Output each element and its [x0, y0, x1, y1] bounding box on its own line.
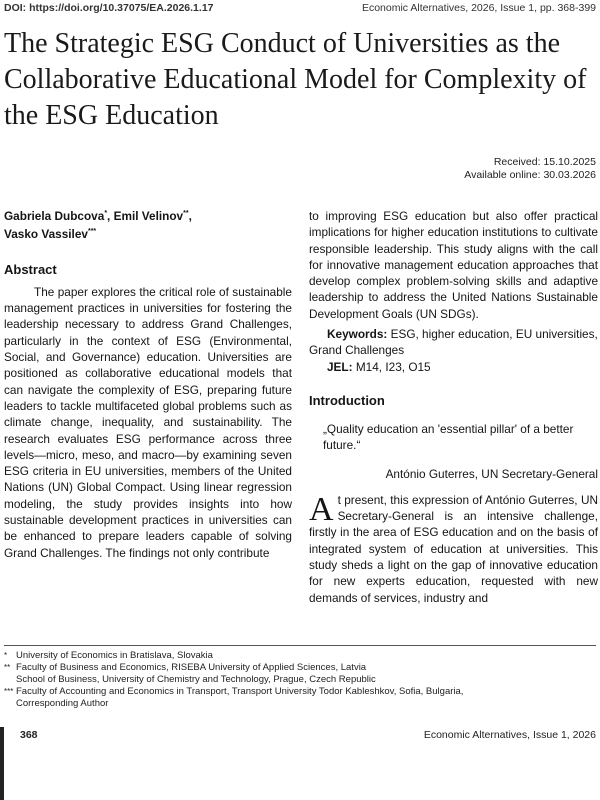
drop-cap: A — [309, 490, 334, 528]
running-footer — [20, 729, 596, 741]
footnote-divider — [4, 645, 596, 646]
left-column — [4, 206, 292, 561]
epigraph-author: António Guterres, UN Secretary-General — [385, 466, 598, 481]
jel-text: M14, I23, O15 — [352, 359, 431, 374]
keywords-text: ESG, higher education, EU universities, Grand Challenges — [309, 327, 598, 358]
author-name: Vasko Vassilev — [4, 226, 88, 241]
author-mark: ** — [183, 210, 189, 217]
paper-title: The Strategic ESG Conduct of Universities as the Collaborative Educational Model for Complexity of the ESG Education — [4, 28, 587, 131]
page-edge-bar — [0, 727, 4, 800]
publication-dates — [464, 156, 596, 182]
footnote-mark: * — [4, 651, 8, 660]
page-number: 368 — [20, 729, 38, 741]
introduction-heading: Introduction — [309, 392, 385, 408]
author-name: Gabriela Dubcova — [4, 208, 105, 223]
epigraph-quote: „Quality education an 'essential pillar' of a better future.“ — [323, 421, 574, 453]
abstract-text-continued: to improving ESG education but also offer practical implications for higher education institutions to cultivate responsible leadership. This study aligns with the call for innovative management education approaches that develop complex problem-solving skills and adaptive leadership to address the United Nations Sustainable Development Goals (UN SDGs). — [309, 209, 598, 321]
footnote-continuation: School of Business, University of Chemistry and Technology, Prague, Czech Republic — [16, 674, 376, 685]
footnotes — [4, 650, 596, 710]
footnote-text: Faculty of Accounting and Economics in Transport, Transport University Todor Kableshkov, Sofia, Bulgaria, — [16, 686, 464, 697]
introduction-body: t present, this expression of António Guterres, UN Secretary-General is an intensive challenge, firstly in the area of ESG education and on the basis of integrated system of education at universities. This study sheds a light on the gap of innovative education for new experts education, requested with new demands of services, industry and — [309, 492, 598, 605]
introduction-text — [309, 492, 598, 606]
footnote-text: University of Economics in Bratislava, Slovakia — [16, 650, 213, 661]
received-date: Received: 15.10.2025 — [493, 156, 596, 168]
footnote-mark: *** — [4, 687, 14, 696]
doi-link[interactable]: DOI: https://doi.org/10.37075/EA.2026.1.17 — [4, 2, 214, 14]
jel-label: JEL: — [327, 359, 353, 374]
abstract-text: The paper explores the critical role of sustainable management practices in universities for fostering the leadership necessary to address Grand Challenges, particularly in the context of ESG (Environmental, Social, and Governance) education. Universities are positioned as collaborative educational models that can navigate the complexity of ESG, preparing future leaders to tackle multifaceted global problems such as climate change, inequality, and sustainability. The research evaluates ESG performance across three levels—micro, meso, and macro—by examining seven ESG criteria in EU universities, members of the United Nations (UN) Global Compact. Using linear regression modeling, the study provides insights into how sustainable development practices in universities can be enhanced to prepare leaders capable of solving Grand Challenges. The findings not only contribute — [4, 284, 292, 560]
footnote-mark: ** — [4, 663, 11, 672]
abstract-heading: Abstract — [4, 261, 57, 277]
author-list: Gabriela Dubcova*, Emil Velinov**, Vasko Vassilev*** — [4, 208, 192, 241]
right-column — [309, 208, 598, 606]
footer-journal: Economic Alternatives, Issue 1, 2026 — [423, 729, 596, 741]
jel-codes — [309, 359, 598, 375]
running-header — [4, 0, 596, 16]
author-mark: * — [104, 210, 108, 217]
keywords — [309, 326, 598, 359]
author-mark: *** — [87, 227, 97, 235]
keywords-label: Keywords: — [327, 327, 388, 342]
available-date: Available online: 30.03.2026 — [464, 169, 596, 181]
journal-info: Economic Alternatives, 2026, Issue 1, pp. 368-399 — [361, 2, 596, 14]
author-name: Emil Velinov — [113, 208, 184, 223]
footnote-continuation: Corresponding Author — [16, 698, 109, 709]
footnote-text: Faculty of Business and Economics, RISEBA University of Applied Sciences, Latvia — [16, 662, 367, 673]
footnote — [4, 650, 596, 662]
footnote — [4, 686, 596, 698]
footnote — [4, 662, 596, 674]
